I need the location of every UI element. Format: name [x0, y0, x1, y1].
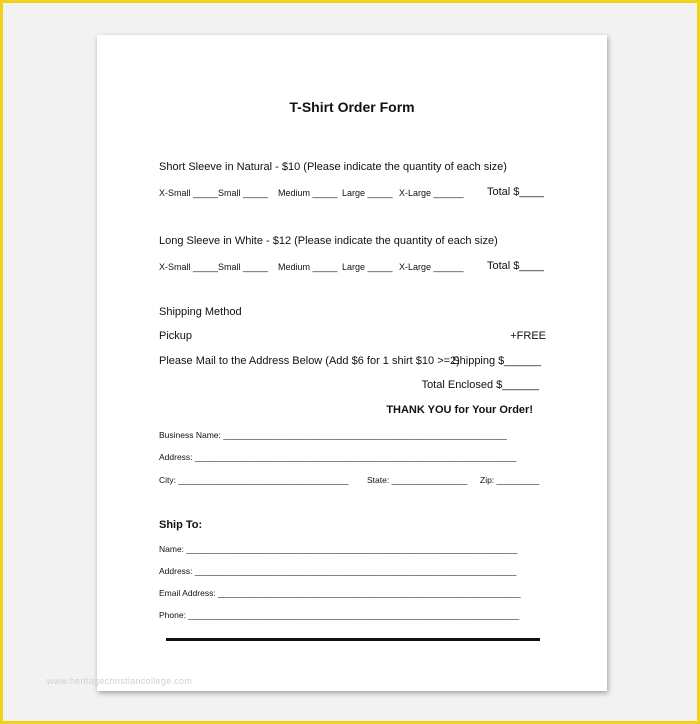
short-medium-field[interactable]: Medium _____ [278, 188, 338, 198]
total-enclosed-field[interactable]: Total Enclosed $______ [421, 379, 539, 391]
ship-address-field[interactable]: Address: ____________________________________________________________________ [159, 566, 517, 576]
state-field[interactable]: State: ________________ [367, 475, 468, 485]
long-xsmall-field[interactable]: X-Small _____ [159, 262, 219, 272]
business-name-field[interactable]: Business Name: ____________________________________________________________ [159, 430, 507, 440]
business-address-field[interactable]: Address: ____________________________________________________________________ [159, 452, 517, 462]
bottom-divider [166, 638, 540, 641]
ship-phone-field[interactable]: Phone: ______________________________________________________________________ [159, 610, 520, 620]
short-xlarge-field[interactable]: X-Large ______ [399, 188, 464, 198]
short-sleeve-heading: Short Sleeve in Natural - $10 (Please indicate the quantity of each size) [159, 161, 507, 173]
short-xsmall-field[interactable]: X-Small _____ [159, 188, 219, 198]
shipping-cost-field[interactable]: Shipping $______ [452, 355, 541, 367]
watermark-text: www.heritagechristiancollege.com [47, 676, 193, 686]
long-medium-field[interactable]: Medium _____ [278, 262, 338, 272]
zip-field[interactable]: Zip: _________ [480, 475, 540, 485]
short-small-field[interactable]: Small _____ [218, 188, 269, 198]
ship-to-heading: Ship To: [159, 519, 203, 531]
long-large-field[interactable]: Large _____ [342, 262, 393, 272]
long-xlarge-field[interactable]: X-Large ______ [399, 262, 464, 272]
pickup-price: +FREE [510, 330, 546, 342]
shipping-heading: Shipping Method [159, 306, 242, 318]
long-total-field[interactable]: Total $____ [487, 260, 544, 272]
long-sleeve-heading: Long Sleeve in White - $12 (Please indicate the quantity of each size) [159, 235, 498, 247]
ship-email-field[interactable]: Email Address: ________________________________________________________________ [159, 588, 521, 598]
pickup-option[interactable]: Pickup [159, 330, 193, 342]
order-form-page [97, 35, 607, 691]
mail-option[interactable]: Please Mail to the Address Below (Add $6 for 1 shirt $10 >=2) [159, 355, 460, 367]
short-total-field[interactable]: Total $____ [487, 186, 544, 198]
form-title: T-Shirt Order Form [289, 99, 415, 115]
short-large-field[interactable]: Large _____ [342, 188, 393, 198]
ship-name-field[interactable]: Name: ______________________________________________________________________ [159, 544, 518, 554]
city-field[interactable]: City: ____________________________________ [159, 475, 349, 485]
long-small-field[interactable]: Small _____ [218, 262, 269, 272]
thank-you-message: THANK YOU for Your Order! [386, 404, 533, 416]
